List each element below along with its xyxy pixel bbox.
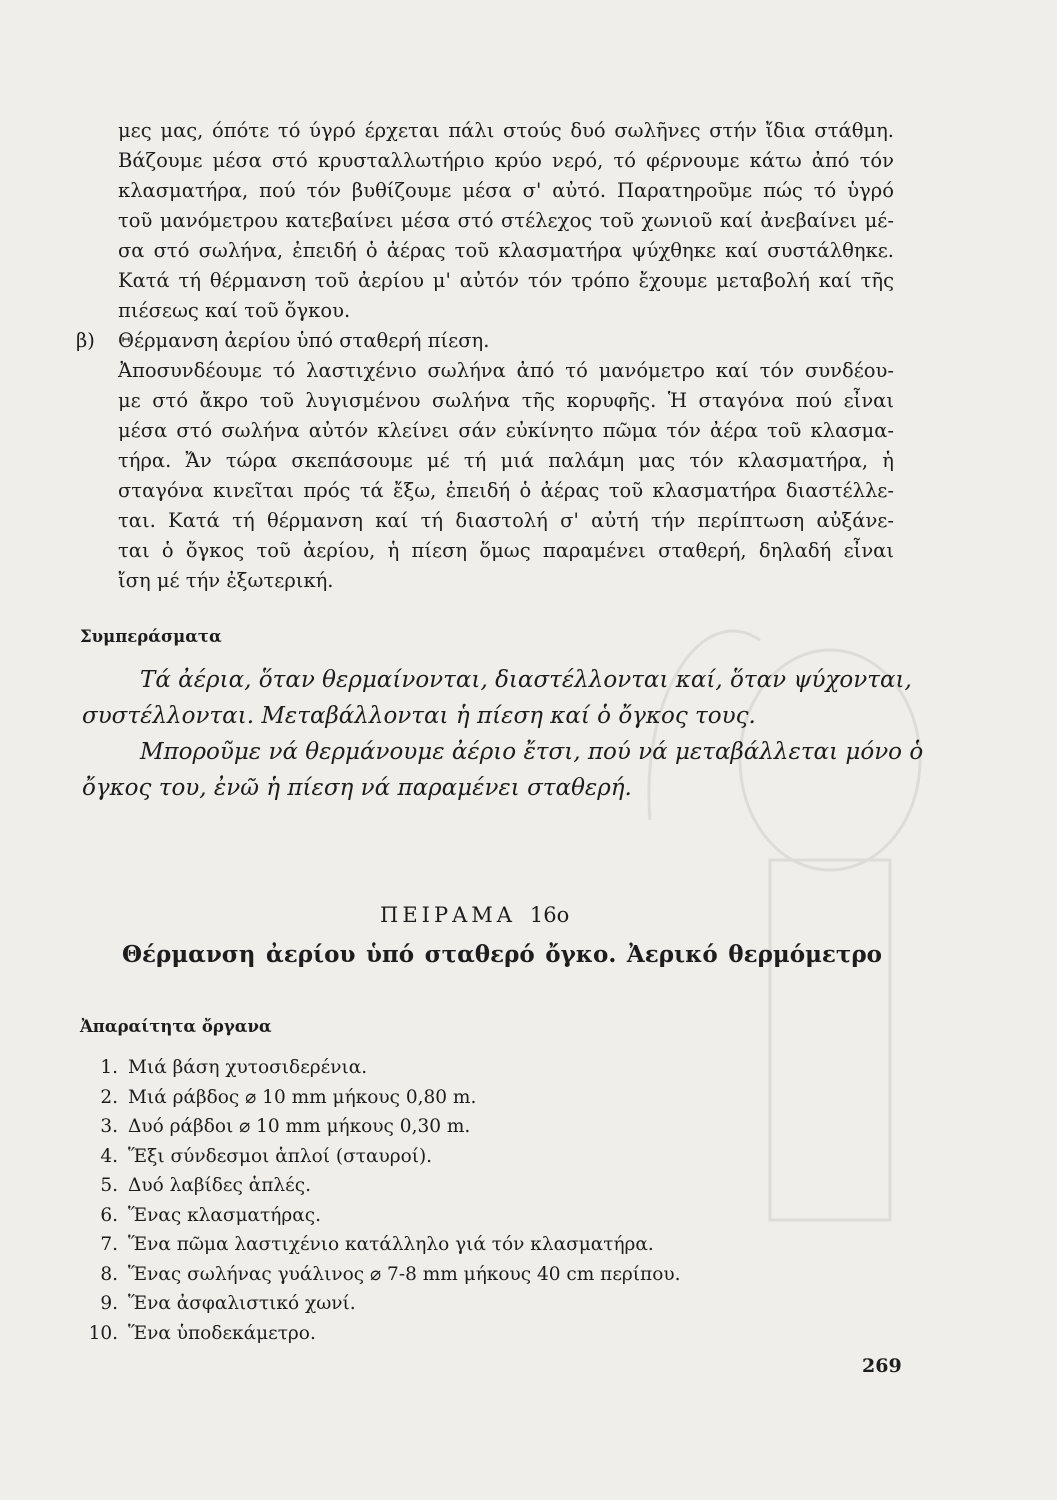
text-line: κλασματήρα, πού τόν βυθίζουμε μέσα σ' αὐτό. Παρατηροῦμε πώς τό ὑγρό bbox=[118, 179, 894, 202]
text-line: μέσα στό σωλήνα αὐτόν κλείνει σάν εὐκίνητο πῶμα τόν ἀέρα τοῦ κλασμα- bbox=[118, 419, 894, 442]
conclusion-line: Τά ἀέρια, ὅταν θερμαίνονται, διαστέλλονται καί, ὅταν ψύχονται, bbox=[140, 667, 912, 693]
conclusion-line: Μποροῦμε νά θερμάνουμε ἀέριο ἔτσι, πού νά μεταβάλλεται μόνο ὁ bbox=[140, 739, 924, 765]
conclusions-heading: Συμπεράσματα bbox=[80, 627, 222, 646]
equipment-heading: Ἀπαραίτητα ὄργανα bbox=[80, 1017, 272, 1036]
experiment-label bbox=[380, 900, 569, 930]
list-item: 1. Μιά βάση χυτοσιδερένια. bbox=[100, 1057, 368, 1078]
list-item: 7. Ἕνα πῶμα λαστιχένιο κατάλληλο γιά τόν κλασματήρα. bbox=[100, 1234, 654, 1255]
conclusion-line: συστέλλονται. Μεταβάλλονται ἡ πίεση καί ὁ ὄγκος τους. bbox=[82, 703, 756, 729]
experiment-word: ΠΕΙΡΑΜΑ bbox=[380, 903, 516, 927]
page-number: 269 bbox=[862, 1355, 902, 1377]
text-line: ται ὁ ὄγκος τοῦ ἀερίου, ἡ πίεση ὅμως παραμένει σταθερή, δηλαδή εἶναι bbox=[118, 539, 894, 562]
list-item: 5. Δυό λαβίδες ἁπλές. bbox=[100, 1175, 311, 1196]
text-line: μες μας, όπότε τό ύγρό έρχεται πάλι στούς δυό σωλῆνες στήν ἴδια στάθμη. bbox=[118, 119, 894, 142]
list-item: 8. Ἕνας σωλήνας γυάλινος ⌀ 7-8 mm μήκους 40 cm περίπου. bbox=[100, 1263, 681, 1285]
text-line: πιέσεως καί τοῦ ὄγκου. bbox=[118, 299, 351, 322]
text-line: ται. Κατά τή θέρμανση καί τή διαστολή σ' αὐτή τήν περίπτωση αὐξάνε- bbox=[118, 509, 894, 532]
experiment-number: 16ο bbox=[529, 903, 570, 927]
list-item: 6. Ἕνας κλασματήρας. bbox=[100, 1204, 321, 1226]
text-line: Ἀποσυνδέουμε τό λαστιχένιο σωλήνα ἀπό τό μανόμετρο καί τόν συνδέου- bbox=[118, 359, 894, 382]
text-line: ἴση μέ τήν ἐξωτερική. bbox=[118, 569, 334, 592]
text-line: Βάζουμε μέσα στό κρυσταλλωτήριο κρύο νερό, τό φέρνουμε κάτω ἀπό τόν bbox=[118, 149, 894, 172]
section-heading: Θέρμανση ἀερίου ὑπό σταθερή πίεση. bbox=[118, 329, 490, 352]
text-line: τήρα. Ἄν τώρα σκεπάσουμε μέ τή μιά παλάμη μας τόν κλασματήρα, ἡ bbox=[118, 449, 894, 472]
list-item: 3. Δυό ράβδοι ⌀ 10 mm μήκους 0,30 m. bbox=[100, 1116, 471, 1137]
conclusion-line: ὄγκος του, ἐνῶ ἡ πίεση νά παραμένει σταθερή. bbox=[82, 775, 632, 801]
list-item: 2. Μιά ράβδος ⌀ 10 mm μήκους 0,80 m. bbox=[100, 1086, 477, 1108]
experiment-title: Θέρμανση ἀερίου ὑπό σταθερό ὄγκο. Ἀερικό θερμόμετρο bbox=[122, 941, 882, 968]
list-item: 4. Ἕξι σύνδεσμοι ἁπλοί (σταυροί). bbox=[100, 1145, 433, 1167]
text-line: τοῦ μανόμετρου κατεβαίνει μέσα στό στέλεχος τοῦ χωνιοῦ καί ἀνεβαίνει μέ- bbox=[118, 209, 894, 232]
text-line: με στό ἄκρο τοῦ λυγισμένου σωλήνα τῆς κορυφῆς. Ἡ σταγόνα πού εἶναι bbox=[118, 389, 894, 412]
equipment-list bbox=[86, 1053, 680, 1348]
section-marker: β) bbox=[76, 329, 95, 352]
text-line: σταγόνα κινεῖται πρός τά ἔξω, ἐπειδή ὁ ἀέρας τοῦ κλασματήρα διαστέλλε- bbox=[118, 479, 894, 502]
text-line: σα στό σωλήνα, ἐπειδή ὁ ἀέρας τοῦ κλασματήρα ψύχθηκε καί συστάλθηκε. bbox=[118, 239, 894, 262]
list-item: 9. Ἕνα ἀσφαλιστικό χωνί. bbox=[100, 1293, 356, 1314]
text-line: Κατά τή θέρμανση τοῦ ἀερίου μ' αὐτόν τόν τρόπο ἔχουμε μεταβολή καί τῆς bbox=[118, 269, 894, 292]
list-item: 10. Ἕνα ὑποδεκάμετρο. bbox=[88, 1322, 316, 1344]
